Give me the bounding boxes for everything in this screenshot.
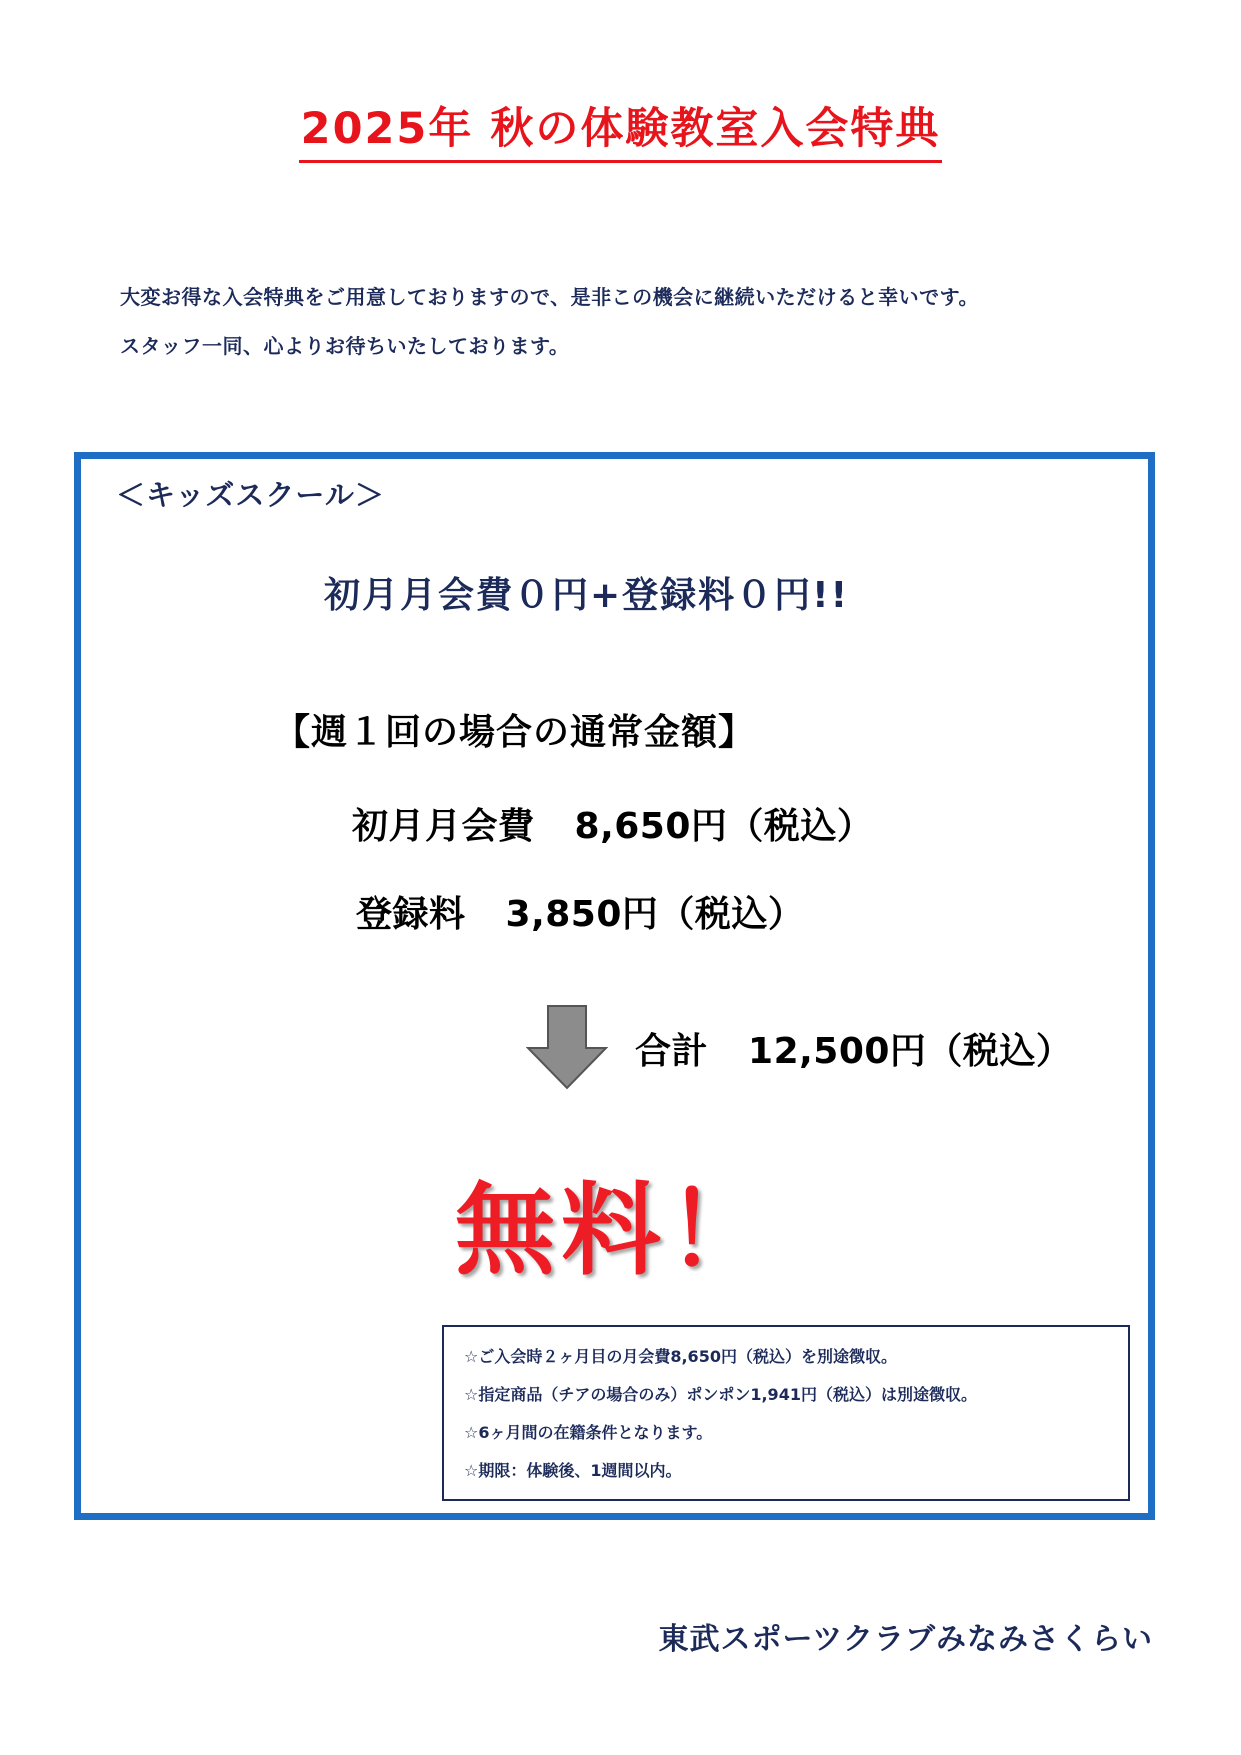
intro-line-2: スタッフ一同、心よりお待ちいたしております。 bbox=[120, 334, 570, 358]
note-item: ☆指定商品（チアの場合のみ）ポンポン1,941円（税込）は別途徴収。 bbox=[464, 1385, 977, 1404]
monthly-fee-label: 初月月会費 bbox=[352, 806, 535, 847]
note-item: ☆期限：体験後、1週間以内。 bbox=[464, 1461, 682, 1480]
page-title-wrap bbox=[0, 100, 1241, 163]
offer-headline: 初月月会費０円+登録料０円!! bbox=[324, 575, 850, 616]
registration-fee-line bbox=[356, 886, 804, 937]
club-name: 東武スポーツクラブみなみさくらい bbox=[658, 1622, 1153, 1657]
total-label: 合計 bbox=[635, 1031, 709, 1072]
note-item: ☆ご入会時２ヶ月目の月会費8,650円（税込）を別途徴収。 bbox=[464, 1347, 897, 1366]
down-arrow-icon bbox=[526, 1004, 608, 1090]
normal-price-heading: 【週１回の場合の通常金額】 bbox=[274, 712, 756, 753]
registration-fee-amount: 3,850円（税込） bbox=[505, 894, 805, 935]
page-title: 2025年 秋の体験教室入会特典 bbox=[299, 100, 943, 163]
total-amount: 12,500円（税込） bbox=[748, 1031, 1073, 1072]
registration-fee-label: 登録料 bbox=[356, 894, 466, 935]
total-line bbox=[635, 1023, 1072, 1074]
intro-line-1: 大変お得な入会特典をご用意しておりますので、是非この機会に継続いただけると幸いです。 bbox=[120, 285, 979, 309]
free-label: 無料！ bbox=[455, 1172, 773, 1289]
monthly-fee-line bbox=[352, 798, 873, 849]
note-item: ☆6ヶ月間の在籍条件となります。 bbox=[464, 1423, 713, 1442]
category-label: ＜キッズスクール＞ bbox=[116, 478, 385, 512]
monthly-fee-amount: 8,650円（税込） bbox=[574, 806, 874, 847]
notes-box bbox=[442, 1325, 1130, 1501]
